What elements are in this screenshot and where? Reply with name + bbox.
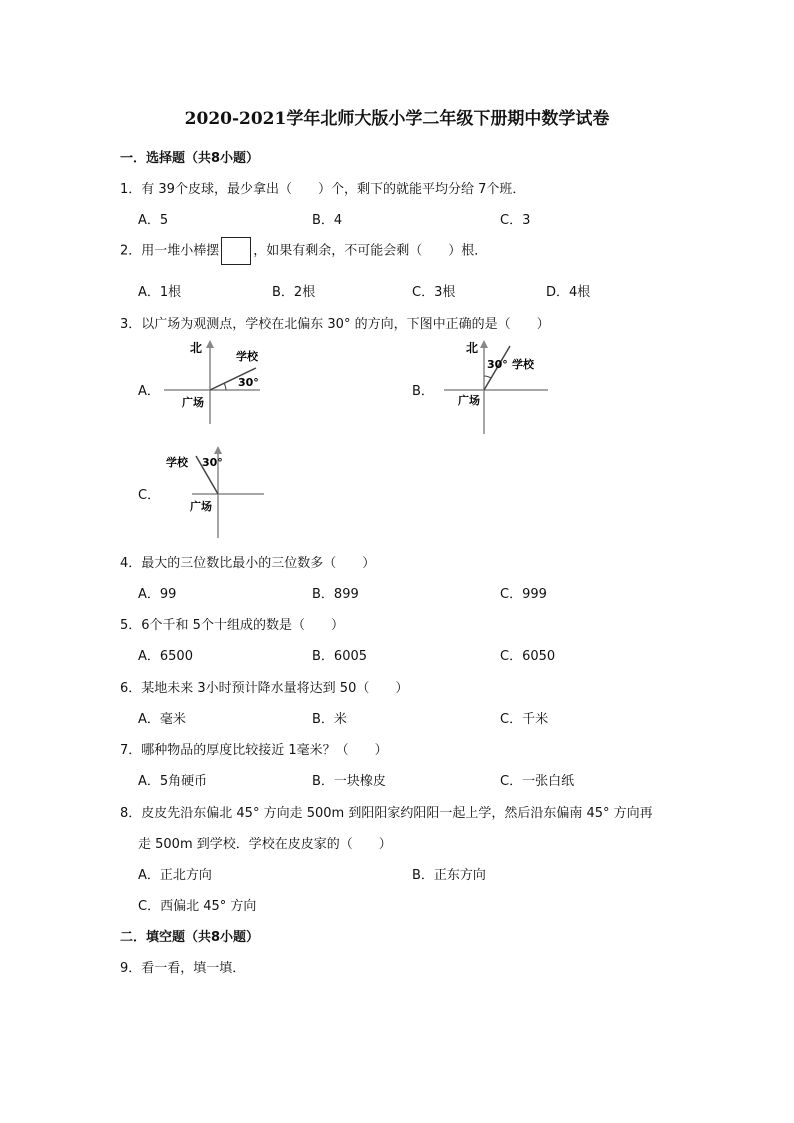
question-3-option-a[interactable]: A． <box>138 384 160 399</box>
question-4-text: 4．最大的三位数比最小的三位数多（ ） <box>120 556 376 571</box>
page-title: 2020-2021学年北师大版小学二年级下册期中数学试卷 <box>184 109 610 129</box>
square-label: 广场 <box>182 396 204 409</box>
question-6-option-a[interactable]: A．毫米 <box>138 712 186 727</box>
question-1-option-b[interactable]: B．4 <box>312 213 343 228</box>
north-arrow-icon <box>206 340 214 348</box>
square-label: 广场 <box>190 500 212 513</box>
question-3-option-b[interactable]: B． <box>412 384 434 399</box>
question-5-option-b[interactable]: B．6005 <box>312 649 368 664</box>
question-7-text: 7．哪种物品的厚度比较接近 1毫米？（ ） <box>120 743 388 758</box>
angle-label: 30° <box>487 358 508 371</box>
angle-label: 30° <box>238 376 259 389</box>
school-label: 学校 <box>166 456 188 469</box>
question-7-option-c[interactable]: C．一张白纸 <box>500 774 575 789</box>
question-3-text: 3．以广场为观测点，学校在北偏东 30° 的方向，下图中正确的是（ ） <box>120 317 550 332</box>
question-4-option-b[interactable]: B．899 <box>312 587 359 602</box>
north-label: 北 <box>466 341 479 355</box>
question-2-option-c[interactable]: C．3根 <box>412 285 456 300</box>
question-4-option-c[interactable]: C．999 <box>500 587 547 602</box>
angle-label: 30° <box>202 456 223 469</box>
question-9-text: 9．看一看，填一填． <box>120 961 246 976</box>
angle-arc <box>224 383 226 390</box>
direction-diagram-b <box>444 338 548 436</box>
answer-blank-box <box>221 237 251 265</box>
question-1-option-c[interactable]: C．3 <box>500 213 531 228</box>
question-8-option-b[interactable]: B．正东方向 <box>412 868 486 883</box>
question-4-option-a[interactable]: A．99 <box>138 587 177 602</box>
question-2-text-before: 2．用一堆小棒摆 <box>120 243 220 259</box>
direction-diagram-c <box>164 444 268 540</box>
question-1-text: 1．有 39个皮球，最少拿出（ ）个，剩下的就能平均分给 7个班． <box>120 182 526 197</box>
question-1-option-a[interactable]: A．5 <box>138 213 169 228</box>
question-5-option-c[interactable]: C．6050 <box>500 649 556 664</box>
question-2-option-a[interactable]: A．1根 <box>138 285 182 300</box>
question-7-option-a[interactable]: A．5角硬币 <box>138 774 208 789</box>
question-2-text <box>120 237 487 265</box>
section-heading-fill: 二．填空题（共8小题） <box>120 930 260 945</box>
question-7-option-b[interactable]: B．一块橡皮 <box>312 774 386 789</box>
square-label: 广场 <box>458 394 480 407</box>
question-5-text: 5．6个千和 5个十组成的数是（ ） <box>120 618 344 633</box>
direction-diagram-a <box>164 338 268 426</box>
question-2-text-after: ，如果有剩余，不可能会剩（ ）根． <box>253 243 488 259</box>
school-label: 学校 <box>512 358 534 371</box>
question-5-option-a[interactable]: A．6500 <box>138 649 193 664</box>
question-8-option-c[interactable]: C．西偏北 45° 方向 <box>138 899 257 914</box>
question-6-text: 6．某地未来 3小时预计降水量将达到 50（ ） <box>120 681 409 696</box>
question-8-option-a[interactable]: A．正北方向 <box>138 868 212 883</box>
question-2-option-b[interactable]: B．2根 <box>272 285 316 300</box>
section-heading-choice: 一．选择题（共8小题） <box>120 151 260 166</box>
angle-arc <box>484 376 491 378</box>
question-3-option-c[interactable]: C． <box>138 488 161 503</box>
north-label: 北 <box>190 341 203 355</box>
north-arrow-icon <box>214 446 222 454</box>
question-2-option-d[interactable]: D．4根 <box>546 285 591 300</box>
north-arrow-icon <box>480 340 488 348</box>
question-6-option-c[interactable]: C．千米 <box>500 712 549 727</box>
school-label: 学校 <box>236 350 258 363</box>
question-8-text-line1: 8．皮皮先沿东偏北 45° 方向走 500m 到阳阳家约阳阳一起上学，然后沿东偏南 45° 方向再 <box>120 806 653 821</box>
question-6-option-b[interactable]: B．米 <box>312 712 347 727</box>
question-8-text-line2: 走 500m 到学校．学校在皮皮家的（ ） <box>138 837 392 852</box>
